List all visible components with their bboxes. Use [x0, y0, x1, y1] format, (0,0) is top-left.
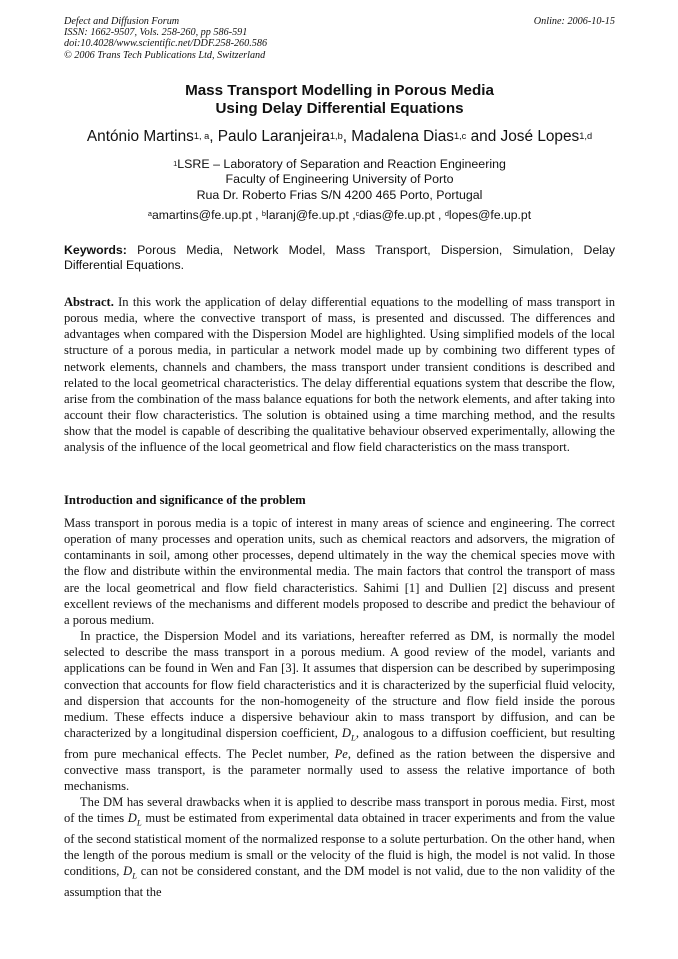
email-marker: a [147, 209, 152, 219]
paragraph-text: can not be considered constant, and the DM model is not valid, due to the non validity of the assumption that the [64, 864, 615, 899]
keywords [64, 243, 615, 274]
journal-name: Defect and Diffusion Forum [64, 16, 180, 27]
email-separator: , [251, 208, 262, 222]
paragraph-text: , analogous to a diffusion coefficient, but resulting from pure mechanical effects. The Peclet number, [64, 726, 615, 761]
symbol-dispersion-coefficient [123, 864, 138, 881]
author-3: Madalena Dias [351, 128, 454, 145]
symbol-peclet-number: Pe [334, 746, 348, 761]
author-list [64, 128, 615, 146]
affiliation-line-2: Faculty of Engineering University of Porto [225, 172, 454, 187]
email-marker: b [261, 209, 266, 219]
author-1-affil: 1, a [193, 131, 210, 142]
paper-title [64, 82, 615, 118]
author-2: Paulo Laranjeira [217, 128, 330, 145]
affiliation-line-1: LSRE – Laboratory of Separation and Reaction Engineering [177, 157, 506, 171]
email-a[interactable]: amartins@fe.up.pt [151, 208, 252, 222]
abstract-label: Abstract. [64, 295, 114, 309]
email-b[interactable]: laranj@fe.up.pt [266, 208, 349, 222]
author-2-affil: 1,b [329, 131, 343, 142]
paragraph-text: , defined as the ration between the dispersive and convective mass transport, is the parameter normally used to assess the relative importance of both mechanisms. [64, 746, 615, 793]
author-4: José Lopes [500, 128, 580, 145]
email-list [64, 208, 615, 222]
symbol-subscript-L: L [132, 870, 138, 881]
paragraph [64, 515, 615, 628]
paragraph-text: The DM has several drawbacks when it is applied to describe mass transport in porous media. First, most of the times [64, 795, 615, 826]
symbol-D: D [127, 811, 137, 826]
abstract-text: In this work the application of delay differential equations to the modelling of mass transport in porous media, where the convective transport of mass, is presented and discussed. The differences and advantages when compared with the Dispersion Model are highlighted. Using simplified models of the local structure of a porous media, in particular a network model made up by combining two different types of network elements, channels and chambers, the mass transport under transient conditions is described and related to the local geometrical characteristics. The delay differential equations system that describe the flow, arise from the combination of the mass balance equations for both the network elements, and after taking into account their flow characteristics. The solution is obtained using a time marching method, and the results show that the model is capable of describing the qualitative behaviour observed experimentally, allowing the analysis of the influence of the local geometrical and flow field characteristics on the mass transport. [64, 295, 615, 455]
introduction-body [64, 515, 615, 900]
journal-header [64, 16, 615, 61]
email-marker: c [355, 209, 360, 219]
email-separator: , [348, 208, 356, 222]
paragraph-text: must be estimated from experimental data obtained in tracer experiments and from the value of the second statistical moment of the normalized response to a solute perturbation. On the other hand, when the length of the porous medium is small or the velocity of the fluid is high, the model is not valid. In those conditions, [64, 811, 616, 879]
author-separator: , [209, 128, 218, 145]
author-3-affil: 1,c [453, 131, 467, 142]
email-separator: , [434, 208, 445, 222]
author-separator: , [342, 128, 352, 145]
symbol-dispersion-coefficient [127, 811, 142, 828]
symbol-dispersion-coefficient [341, 726, 356, 743]
journal-copyright: © 2006 Trans Tech Publications Ltd, Switzerland [64, 49, 266, 61]
keywords-text: Porous Media, Network Model, Mass Transport, Dispersion, Simulation, Delay Differential Equations. [64, 243, 615, 273]
symbol-D: D [123, 864, 133, 879]
paragraph-text: In practice, the Dispersion Model and its variations, hereafter referred as DM, is normally the model selected to describe the mass transport in a porous medium. A good review of the model, variants and applications can be found in Wen and Fan [3]. It assumes that dispersion can be described by superimposing convection that accounts for flow field characteristics and it is characterized by the superficial fluid velocity, and dispersion that accounts for the non-homogeneity of the structure and flow field inside the porous medium. These effects induce a dispersive behaviour akin to mass transport by diffusion, and can be characterized by a longitudinal dispersion coefficient, [64, 629, 615, 741]
section-heading: Introduction and significance of the problem [64, 493, 306, 507]
title-line-2: Using Delay Differential Equations [215, 100, 464, 117]
journal-issn: ISSN: 1662-9507, Vols. 258-260, pp 586-591 [64, 27, 248, 39]
email-d[interactable]: lopes@fe.up.pt [448, 208, 532, 222]
author-4-affil: 1,d [579, 131, 593, 142]
email-c[interactable]: dias@fe.up.pt [359, 208, 435, 222]
affiliation-line-3: Rua Dr. Roberto Frias S/N 4200 465 Porto, Portugal [196, 187, 483, 202]
paragraph [64, 794, 615, 900]
paragraph [64, 628, 615, 794]
online-date: Online: 2006-10-15 [533, 16, 615, 27]
keywords-label: Keywords: [64, 243, 127, 257]
affiliation-marker: 1 [173, 159, 178, 169]
abstract [64, 294, 615, 456]
author-1: António Martins [86, 128, 194, 145]
email-marker: d [444, 209, 449, 219]
affiliation [64, 157, 615, 203]
symbol-subscript-L: L [136, 817, 142, 828]
author-separator: and [466, 128, 501, 145]
title-line-1: Mass Transport Modelling in Porous Media [185, 82, 494, 99]
symbol-subscript-L: L [350, 732, 356, 743]
journal-doi: doi:10.4028/www.scientific.net/DDF.258-260.586 [64, 38, 268, 50]
symbol-D: D [341, 726, 351, 741]
paragraph-text: Mass transport in porous media is a topic of interest in many areas of science and engineering. The correct operation of many processes and operation units, such as chemical reactors and adsorvers, the migration of contaminants in soil, among other processes, depend ultimately in the way the chemical species move with the flow and distribute within the environmental media. The main factors that control the transport of mass are the local geometrical and flow field characteristics. Sahimi [1] and Dullien [2] discuss and present excellent reviews of the mechanisms and different models proposed to describe and predict the behaviour of a porous medium. [64, 516, 615, 627]
